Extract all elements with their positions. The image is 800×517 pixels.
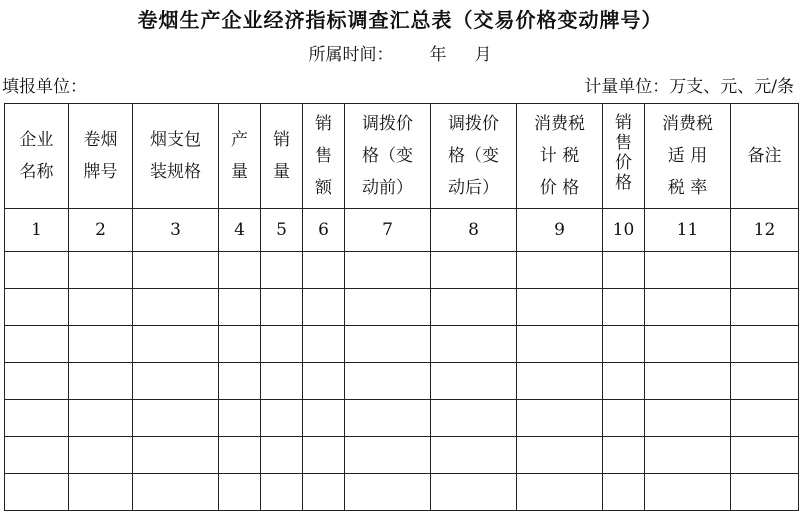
column-header-line: 企业 bbox=[19, 130, 54, 150]
blank-cell[interactable] bbox=[603, 326, 645, 363]
column-header-line: 动后） bbox=[448, 178, 499, 198]
blank-cell[interactable] bbox=[345, 363, 431, 400]
blank-cell[interactable] bbox=[603, 252, 645, 289]
blank-cell[interactable] bbox=[731, 252, 799, 289]
blank-cell[interactable] bbox=[345, 252, 431, 289]
blank-cell[interactable] bbox=[5, 400, 69, 437]
column-header-line: 格 bbox=[615, 173, 632, 193]
blank-cell[interactable] bbox=[517, 474, 603, 511]
blank-cell[interactable] bbox=[69, 289, 133, 326]
blank-cell[interactable] bbox=[345, 474, 431, 511]
blank-cell[interactable] bbox=[517, 326, 603, 363]
blank-cell[interactable] bbox=[431, 474, 517, 511]
column-header-line: 价 格 bbox=[539, 178, 580, 198]
blank-cell[interactable] bbox=[219, 326, 261, 363]
blank-cell[interactable] bbox=[219, 474, 261, 511]
column-number: 4 bbox=[219, 209, 261, 252]
blank-cell[interactable] bbox=[5, 326, 69, 363]
blank-cell[interactable] bbox=[345, 400, 431, 437]
blank-cell[interactable] bbox=[5, 437, 69, 474]
blank-cell[interactable] bbox=[731, 363, 799, 400]
blank-cell[interactable] bbox=[645, 437, 731, 474]
table-row bbox=[5, 289, 799, 326]
blank-cell[interactable] bbox=[133, 252, 219, 289]
blank-cell[interactable] bbox=[645, 363, 731, 400]
column-header bbox=[261, 104, 303, 209]
blank-cell[interactable] bbox=[261, 400, 303, 437]
blank-cell[interactable] bbox=[345, 326, 431, 363]
blank-cell[interactable] bbox=[731, 474, 799, 511]
column-header-line: 消费税 bbox=[662, 114, 713, 134]
column-header-line: 调拨价 bbox=[362, 114, 413, 134]
column-number: 10 bbox=[603, 209, 645, 252]
blank-cell[interactable] bbox=[133, 437, 219, 474]
blank-cell[interactable] bbox=[303, 326, 345, 363]
column-header bbox=[645, 104, 731, 209]
reporting-period bbox=[0, 40, 800, 65]
period-label: 所属时间： bbox=[308, 45, 394, 65]
column-number: 7 bbox=[345, 209, 431, 252]
blank-cell[interactable] bbox=[261, 437, 303, 474]
column-header-line: 名称 bbox=[19, 162, 54, 182]
column-header bbox=[5, 104, 69, 209]
measurement-unit-label: 计量单位：万支、元、元/条 bbox=[584, 77, 794, 97]
blank-cell[interactable] bbox=[261, 289, 303, 326]
blank-cell[interactable] bbox=[517, 289, 603, 326]
column-header-line: 备注 bbox=[747, 146, 782, 166]
column-number: 3 bbox=[133, 209, 219, 252]
column-header-line: 牌号 bbox=[83, 162, 118, 182]
column-header-line: 量 bbox=[231, 162, 248, 182]
column-header bbox=[69, 104, 133, 209]
blank-cell[interactable] bbox=[219, 437, 261, 474]
blank-cell[interactable] bbox=[431, 326, 517, 363]
blank-cell[interactable] bbox=[731, 400, 799, 437]
blank-cell[interactable] bbox=[69, 326, 133, 363]
column-header bbox=[517, 104, 603, 209]
column-header-line: 卷烟 bbox=[83, 130, 118, 150]
blank-cell[interactable] bbox=[69, 474, 133, 511]
table-row bbox=[5, 252, 799, 289]
blank-cell[interactable] bbox=[303, 400, 345, 437]
blank-cell[interactable] bbox=[645, 289, 731, 326]
column-header-line: 售 bbox=[615, 133, 632, 153]
blank-cell[interactable] bbox=[431, 289, 517, 326]
blank-cell[interactable] bbox=[645, 400, 731, 437]
blank-cell[interactable] bbox=[219, 400, 261, 437]
column-number: 1 bbox=[5, 209, 69, 252]
column-number: 11 bbox=[645, 209, 731, 252]
blank-cell[interactable] bbox=[5, 289, 69, 326]
blank-cell[interactable] bbox=[5, 474, 69, 511]
column-header-line: 售 bbox=[315, 146, 332, 166]
column-header-line: 量 bbox=[273, 162, 290, 182]
blank-cell[interactable] bbox=[133, 400, 219, 437]
blank-cell[interactable] bbox=[261, 252, 303, 289]
blank-cell[interactable] bbox=[431, 437, 517, 474]
table-row bbox=[5, 326, 799, 363]
header-row bbox=[5, 104, 799, 209]
column-header bbox=[731, 104, 799, 209]
column-header-line: 销 bbox=[315, 114, 332, 134]
table-row bbox=[5, 474, 799, 511]
blank-cell[interactable] bbox=[645, 326, 731, 363]
column-header-line: 格（变 bbox=[362, 146, 413, 166]
blank-cell[interactable] bbox=[133, 289, 219, 326]
column-header-line: 价 bbox=[615, 153, 632, 173]
column-header bbox=[219, 104, 261, 209]
column-header-line: 额 bbox=[315, 178, 332, 198]
blank-cell[interactable] bbox=[603, 363, 645, 400]
period-month: 月 bbox=[474, 45, 492, 65]
column-header-line: 动前） bbox=[362, 178, 413, 198]
blank-cell[interactable] bbox=[731, 289, 799, 326]
column-header-line: 产 bbox=[231, 130, 248, 150]
blank-cell[interactable] bbox=[303, 363, 345, 400]
blank-cell[interactable] bbox=[303, 252, 345, 289]
column-number: 2 bbox=[69, 209, 133, 252]
blank-cell[interactable] bbox=[5, 252, 69, 289]
blank-cell[interactable] bbox=[261, 326, 303, 363]
blank-cell[interactable] bbox=[731, 326, 799, 363]
blank-cell[interactable] bbox=[219, 252, 261, 289]
blank-cell[interactable] bbox=[517, 400, 603, 437]
blank-cell[interactable] bbox=[603, 400, 645, 437]
blank-cell[interactable] bbox=[133, 326, 219, 363]
reporting-unit-label: 填报单位： bbox=[2, 77, 87, 97]
column-header-line: 消费税 bbox=[534, 114, 585, 134]
column-header bbox=[133, 104, 219, 209]
blank-cell[interactable] bbox=[345, 289, 431, 326]
column-header-line: 装规格 bbox=[150, 162, 201, 182]
blank-cell[interactable] bbox=[303, 474, 345, 511]
table-row bbox=[5, 400, 799, 437]
blank-cell[interactable] bbox=[261, 363, 303, 400]
blank-cell[interactable] bbox=[5, 363, 69, 400]
blank-cell[interactable] bbox=[219, 363, 261, 400]
period-year: 年 bbox=[429, 45, 447, 65]
blank-cell[interactable] bbox=[431, 363, 517, 400]
blank-cell[interactable] bbox=[731, 437, 799, 474]
column-header bbox=[345, 104, 431, 209]
blank-cell[interactable] bbox=[603, 437, 645, 474]
column-header bbox=[431, 104, 517, 209]
column-number: 8 bbox=[431, 209, 517, 252]
blank-cell[interactable] bbox=[517, 363, 603, 400]
blank-cell[interactable] bbox=[645, 474, 731, 511]
column-header bbox=[603, 104, 645, 209]
column-number: 6 bbox=[303, 209, 345, 252]
blank-cell[interactable] bbox=[69, 437, 133, 474]
page-title: 卷烟生产企业经济指标调查汇总表（交易价格变动牌号） bbox=[137, 8, 663, 32]
blank-cell[interactable] bbox=[645, 252, 731, 289]
table-row bbox=[5, 437, 799, 474]
column-header-line: 格（变 bbox=[448, 146, 499, 166]
blank-cell[interactable] bbox=[69, 400, 133, 437]
blank-cell[interactable] bbox=[517, 437, 603, 474]
blank-cell[interactable] bbox=[303, 437, 345, 474]
table-row bbox=[5, 363, 799, 400]
column-header-line: 销 bbox=[273, 130, 290, 150]
blank-cell[interactable] bbox=[69, 363, 133, 400]
blank-cell[interactable] bbox=[303, 289, 345, 326]
blank-cell[interactable] bbox=[133, 363, 219, 400]
summary-table bbox=[4, 103, 799, 511]
blank-cell[interactable] bbox=[133, 474, 219, 511]
column-header-line: 销 bbox=[615, 113, 632, 133]
column-header-line: 烟支包 bbox=[150, 130, 201, 150]
blank-cell[interactable] bbox=[431, 252, 517, 289]
column-header-line: 税 率 bbox=[667, 178, 708, 198]
column-number: 9 bbox=[517, 209, 603, 252]
blank-cell[interactable] bbox=[603, 289, 645, 326]
blank-cell[interactable] bbox=[261, 474, 303, 511]
column-header-line: 计 税 bbox=[539, 146, 580, 166]
blank-cell[interactable] bbox=[219, 289, 261, 326]
column-header-line: 适 用 bbox=[667, 146, 708, 166]
blank-cell[interactable] bbox=[69, 252, 133, 289]
blank-cell[interactable] bbox=[517, 252, 603, 289]
blank-cell[interactable] bbox=[603, 474, 645, 511]
column-number: 12 bbox=[731, 209, 799, 252]
column-header bbox=[303, 104, 345, 209]
column-number-row bbox=[5, 209, 799, 252]
column-number: 5 bbox=[261, 209, 303, 252]
blank-cell[interactable] bbox=[345, 437, 431, 474]
column-header-line: 调拨价 bbox=[448, 114, 499, 134]
blank-cell[interactable] bbox=[431, 400, 517, 437]
